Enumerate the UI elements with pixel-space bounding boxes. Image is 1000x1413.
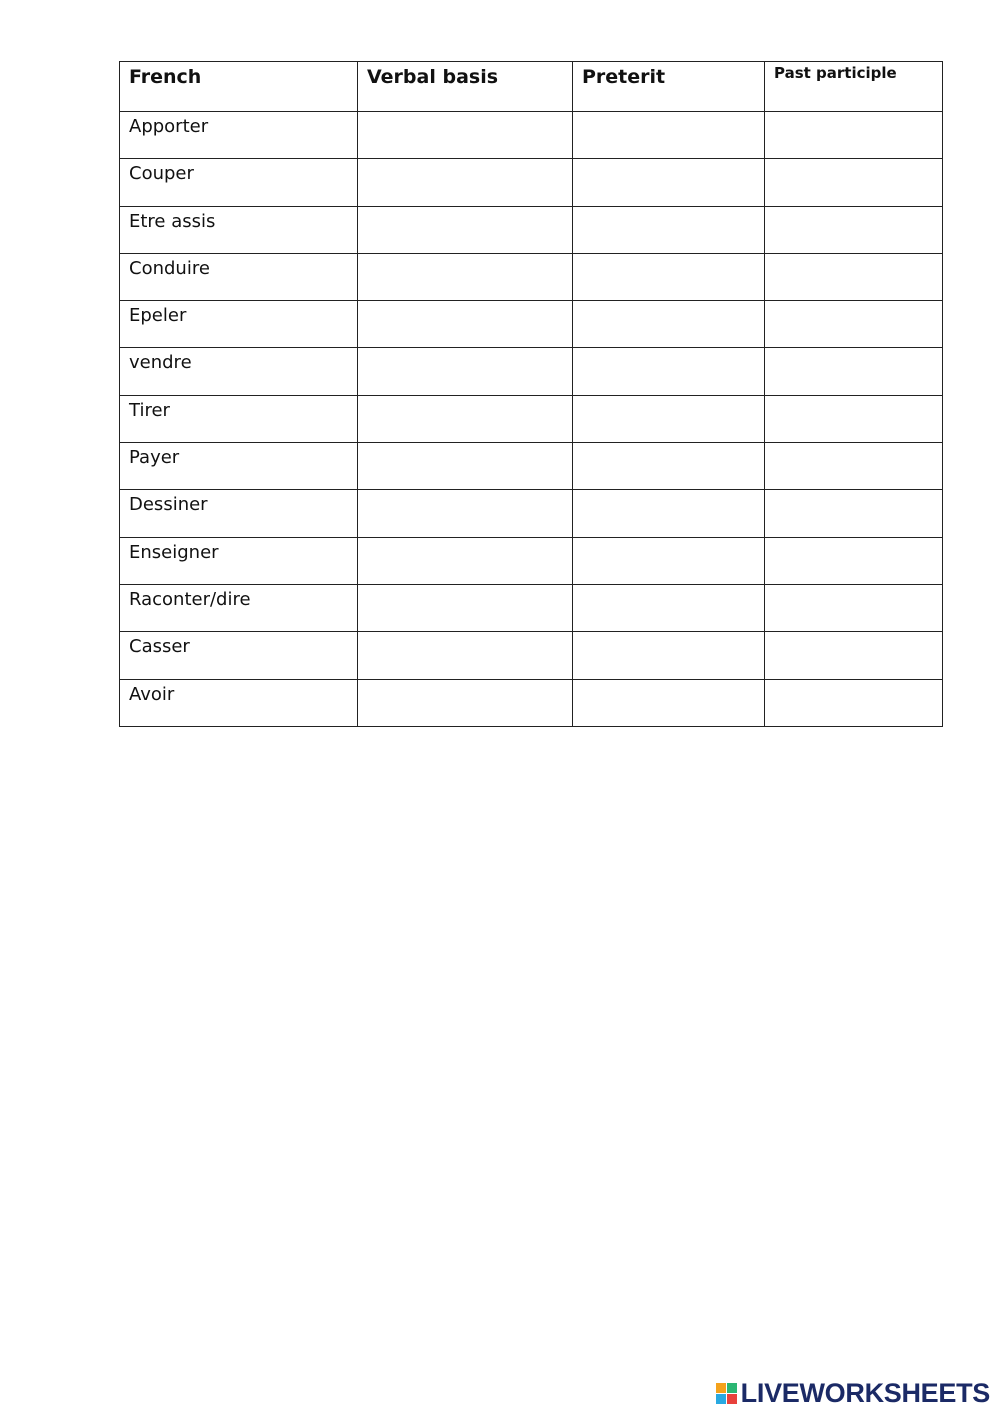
preterit-answer-cell[interactable] [573,537,765,584]
french-verb-cell: Casser [120,632,358,679]
table-row [120,443,943,490]
preterit-answer-cell[interactable] [573,348,765,395]
preterit-answer-cell[interactable] [573,112,765,159]
verbal-basis-answer-cell[interactable] [358,206,573,253]
preterit-answer-cell[interactable] [573,253,765,300]
logo-square [716,1394,726,1404]
preterit-answer-cell[interactable] [573,584,765,631]
past-participle-answer-cell[interactable] [765,679,943,726]
past-participle-answer-cell[interactable] [765,537,943,584]
verbal-basis-answer-cell[interactable] [358,490,573,537]
past-participle-answer-cell[interactable] [765,253,943,300]
logo-square [727,1383,737,1393]
preterit-answer-cell[interactable] [573,301,765,348]
table-row [120,395,943,442]
verbal-basis-answer-cell[interactable] [358,584,573,631]
table-row [120,159,943,206]
logo-square [727,1394,737,1404]
preterit-answer-cell[interactable] [573,206,765,253]
french-verb-cell: Conduire [120,253,358,300]
header-past-participle: Past participle [765,62,943,112]
french-verb-cell: Raconter/dire [120,584,358,631]
preterit-answer-cell[interactable] [573,395,765,442]
french-verb-cell: Dessiner [120,490,358,537]
verbal-basis-answer-cell[interactable] [358,537,573,584]
verbal-basis-answer-cell[interactable] [358,395,573,442]
header-verbal-basis: Verbal basis [358,62,573,112]
past-participle-answer-cell[interactable] [765,584,943,631]
table-row [120,537,943,584]
past-participle-answer-cell[interactable] [765,632,943,679]
past-participle-answer-cell[interactable] [765,112,943,159]
past-participle-answer-cell[interactable] [765,159,943,206]
preterit-answer-cell[interactable] [573,443,765,490]
french-verb-cell: Tirer [120,395,358,442]
french-verb-cell: Payer [120,443,358,490]
brand-text: LIVEWORKSHEETS [740,1377,990,1408]
logo-square [716,1383,726,1393]
verbal-basis-answer-cell[interactable] [358,253,573,300]
verb-table [119,61,943,727]
preterit-answer-cell[interactable] [573,679,765,726]
liveworksheets-logo-icon [716,1383,737,1404]
table-row [120,632,943,679]
table-row [120,348,943,395]
past-participle-answer-cell[interactable] [765,301,943,348]
table-row [120,679,943,726]
french-verb-cell: Couper [120,159,358,206]
table-row [120,584,943,631]
french-verb-cell: vendre [120,348,358,395]
header-preterit: Preterit [573,62,765,112]
verbal-basis-answer-cell[interactable] [358,159,573,206]
verb-rows [120,112,943,727]
liveworksheets-brand [716,1378,990,1408]
past-participle-answer-cell[interactable] [765,348,943,395]
french-verb-cell: Apporter [120,112,358,159]
french-verb-cell: Etre assis [120,206,358,253]
table-row [120,301,943,348]
verbal-basis-answer-cell[interactable] [358,112,573,159]
table-row [120,206,943,253]
verbal-basis-answer-cell[interactable] [358,679,573,726]
verbal-basis-answer-cell[interactable] [358,632,573,679]
past-participle-answer-cell[interactable] [765,490,943,537]
table-row [120,112,943,159]
header-row [120,62,943,112]
preterit-answer-cell[interactable] [573,490,765,537]
past-participle-answer-cell[interactable] [765,395,943,442]
french-verb-cell: Epeler [120,301,358,348]
table-row [120,253,943,300]
past-participle-answer-cell[interactable] [765,206,943,253]
french-verb-cell: Avoir [120,679,358,726]
table-row [120,490,943,537]
french-verb-cell: Enseigner [120,537,358,584]
preterit-answer-cell[interactable] [573,159,765,206]
header-french: French [120,62,358,112]
verbal-basis-answer-cell[interactable] [358,348,573,395]
preterit-answer-cell[interactable] [573,632,765,679]
verbal-basis-answer-cell[interactable] [358,443,573,490]
verbal-basis-answer-cell[interactable] [358,301,573,348]
past-participle-answer-cell[interactable] [765,443,943,490]
